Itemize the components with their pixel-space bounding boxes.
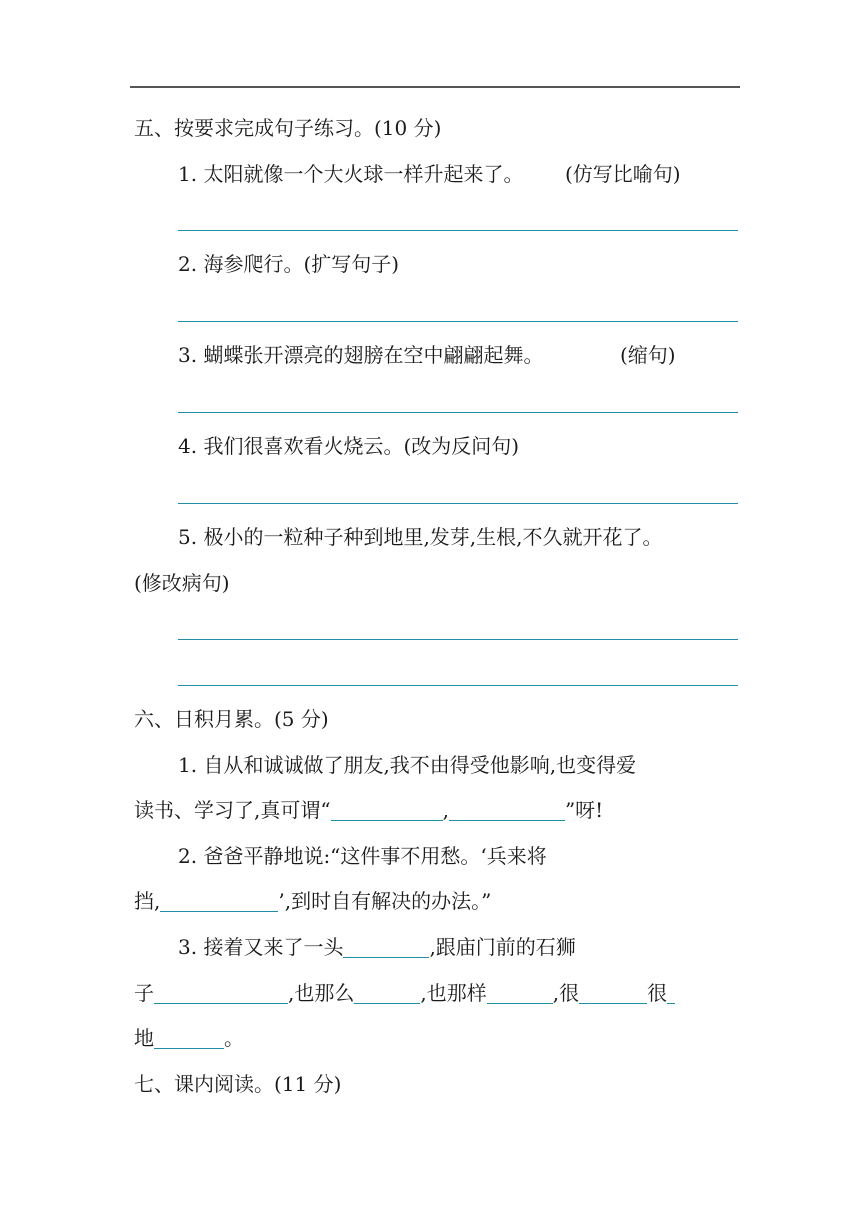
q5-2-answer-line[interactable] — [178, 321, 738, 322]
q6-2-line1: 2. 爸爸平静地说:“这件事不用愁。‘兵来将 — [178, 844, 547, 868]
q6-3-line1 — [178, 937, 576, 958]
q6-2-blank-1[interactable] — [160, 891, 278, 912]
section6-title: 六、日积月累。(5 分) — [134, 707, 329, 731]
q5-3-answer-line[interactable] — [178, 412, 738, 413]
q6-3-blank-7[interactable] — [154, 1028, 224, 1049]
section5-title: 五、按要求完成句子练习。(10 分) — [134, 116, 442, 140]
q6-2-text-b: ’,到时自有解决的办法。” — [278, 889, 492, 913]
q6-2-text-a: 挡, — [134, 889, 161, 913]
q5-5-answer-line-1[interactable] — [178, 639, 738, 640]
q6-3-text-i: 。 — [224, 1026, 244, 1050]
q6-3-line3 — [134, 1028, 244, 1049]
q5-3-hint: (缩句) — [620, 343, 676, 367]
q6-3-blank-4[interactable] — [487, 983, 553, 1004]
q5-4-answer-line[interactable] — [178, 503, 738, 504]
q6-3-text-d: ,也那么 — [288, 981, 355, 1005]
q6-3-text-b: ,跟庙门前的石狮 — [429, 935, 576, 959]
q6-3-blank-1[interactable] — [343, 937, 429, 958]
q6-1-blank-2[interactable] — [449, 800, 565, 821]
q6-3-text-h: 地 — [134, 1026, 154, 1050]
q5-1-answer-line[interactable] — [178, 230, 738, 231]
q6-2-line2 — [134, 891, 491, 912]
q6-3-line2 — [134, 983, 675, 1004]
q6-1-text-b: , — [442, 798, 449, 822]
q6-1-text-a: 读书、学习了,真可谓“ — [134, 798, 331, 822]
section7-title: 七、课内阅读。(11 分) — [134, 1072, 342, 1096]
q6-3-text-f: ,很 — [552, 981, 580, 1005]
q6-1-blank-1[interactable] — [331, 800, 443, 821]
q5-1-hint: (仿写比喻句) — [565, 162, 681, 186]
q5-5-hint: (修改病句) — [134, 571, 230, 595]
q6-3-text-a: 3. 接着又来了一头 — [178, 935, 344, 959]
q5-5-sentence: 5. 极小的一粒种子种到地里,发芽,生根,不久就开花了。 — [178, 525, 663, 549]
q6-1-text-c: ”呀! — [564, 798, 604, 822]
q6-3-blank-5[interactable] — [579, 983, 647, 1004]
q5-5-answer-line-2[interactable] — [178, 685, 738, 686]
top-rule — [130, 86, 740, 88]
q5-1-sentence: 1. 太阳就像一个大火球一样升起来了。 — [178, 162, 524, 186]
q5-3-sentence: 3. 蝴蝶张开漂亮的翅膀在空中翩翩起舞。 — [178, 343, 544, 367]
q6-3-blank-3[interactable] — [354, 983, 420, 1004]
q6-1-line2 — [134, 800, 603, 821]
q5-4-sentence: 4. 我们很喜欢看火烧云。(改为反问句) — [178, 434, 520, 458]
q6-3-text-g: 很 — [647, 981, 668, 1005]
q6-3-blank-2[interactable] — [154, 983, 288, 1004]
q6-1-line1: 1. 自从和诚诚做了朋友,我不由得受他影响,也变得爱 — [178, 753, 637, 777]
q6-3-blank-6[interactable] — [667, 983, 675, 1004]
q6-3-text-c: 子 — [134, 981, 154, 1005]
q6-3-text-e: ,也那样 — [420, 981, 487, 1005]
q5-2-sentence: 2. 海参爬行。(扩写句子) — [178, 252, 400, 276]
